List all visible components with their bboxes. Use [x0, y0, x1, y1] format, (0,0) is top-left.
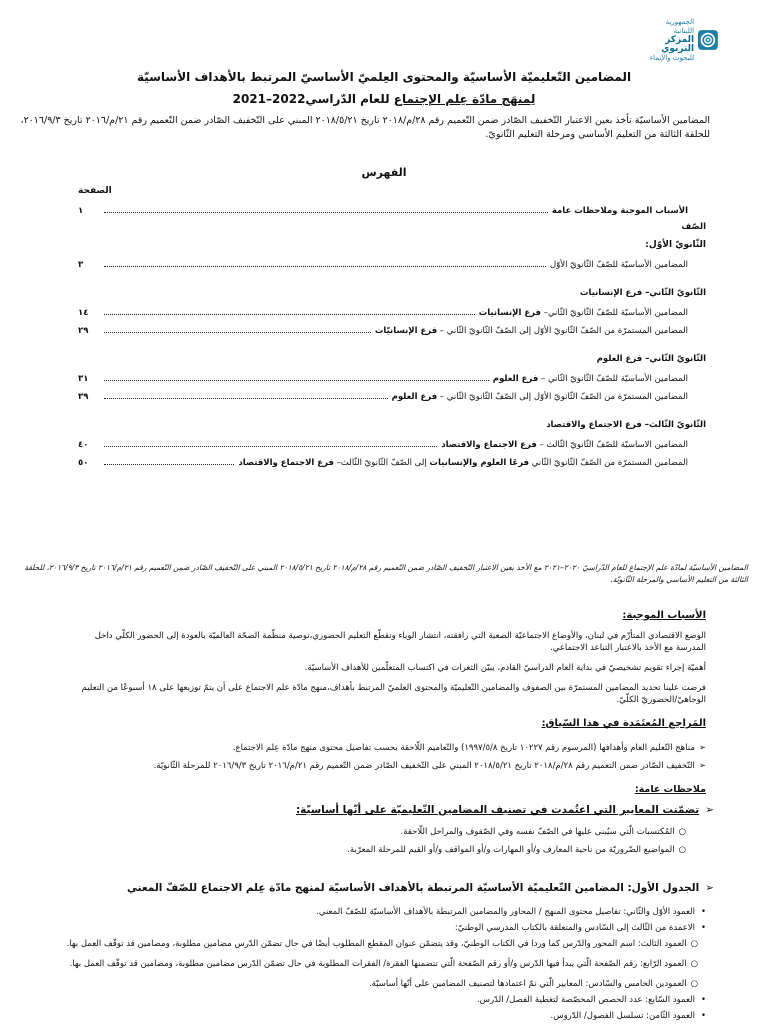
toc-section-head: الثّانويّ الأوّل:	[645, 240, 706, 250]
toc-row-label: إلى الصّفّ الثّانويّ الثّالث–	[333, 458, 430, 468]
subtitle-underlined: لِمنهَج مادّة عِلم الإجتماع	[393, 92, 536, 106]
column-note	[26, 922, 706, 934]
logo-line1: الجمهورية اللبنانية	[665, 17, 695, 35]
circle-bullet-icon: ○	[690, 939, 698, 949]
cerd-logo	[648, 18, 718, 62]
notes-heading: ملاحظات عامة:	[634, 784, 706, 795]
criteria-item	[66, 826, 686, 838]
reasons-paragraph-1: الوضع الاقتصادي المتأزّم في لبنان، والأوضاع الاجتماعيّة الصعبة التي رافقته، انتشار الوباء وتقطّع التعليم الحضوري،توصية منظّمة الصحّة العالميّة بالعودة إلى الحضور الكلّي داخل المدرسة مع الأخذ بالاعتبار التباعد الاجتماعي.	[94, 631, 706, 653]
column-note-text: الاعمدة من الثّالث إلى السّادس والمتعلقة بالكتاب المدرسي الوطنيّ:	[454, 923, 695, 933]
logo-line2: المركز التربوي	[661, 34, 695, 54]
circle-bullet-icon: ○	[690, 979, 698, 989]
arrow-bullet-icon: ➢	[705, 882, 714, 894]
toc-row-label: المضامين الاساسيّة للصّفّ الثّانويّ الثّالث –	[536, 440, 688, 450]
reasons-paragraph-3: فرضت علينا تحديد المضامين المستمرّة بين الصفوف والمضامين التّعليميّة والمحتوى العلميّ المرتبط بأهداف،منهج مادّة علم الاجتماع على أن يتمّ توزيعها على ١٨ أسبوعًا من التعليم الوجاهيّ/الحضوريّ الكلّيّ.	[81, 683, 706, 705]
toc-row-label: الأسباب الموجبة وملاحظات عامة	[551, 206, 688, 216]
column-subnote-text: العمود الثالث: اسم المحور والدّرس كما وردا في الكتاب الوطنيّ، وقد يتضمّن عنوان المقطع المطلوب أيضًا في حال تضمّن الدّرس مضامين مطلوبة، ومضامين قد توقّف العمل بها.	[66, 939, 687, 949]
toc-row-label-bold: فرع الاجتماع والاقتصاد	[441, 440, 537, 450]
toc-section-head: الثّانويّ الثّاني– فرع الإنسانيات	[579, 288, 706, 298]
toc-row-label: المضامين المستمرّة من الصّفّ الثّانويّ الأوّل إلى الصّفّ الثّانويّ الثّاني –	[437, 326, 688, 336]
reasons-paragraph-2: أهميّة إجراء تقويم تشخيصيّ في بداية العام الدراسيّ القادم، يبيّن الثغرات في اكتساب المتعلّمين للأهداف الأساسيّة.	[304, 663, 706, 673]
circle-bullet-icon: ○	[678, 827, 686, 837]
criteria-item	[66, 844, 686, 856]
subtitle-rest: للعام الدّراسي2022–2021	[232, 92, 394, 106]
column-subnote-text: العمودين الخامس والسّادس: المعايير الّتي تمّ اعتمادها لتصنيف المضامين على أنّها أساسيّة.	[368, 979, 687, 989]
column-subnote	[8, 958, 698, 970]
toc-row[interactable]	[78, 202, 688, 216]
table-one-heading-text: الجدول الأول: المضامين التّعليميّة الأساسيّة المرتبطة بالأهداف الأساسيّة لمنهج مادّة عِلم الاجتماع للصّفّ المعني	[126, 882, 700, 894]
toc-leader	[104, 314, 475, 315]
dot-bullet-icon: •	[700, 995, 706, 1005]
toc-row-label: المضامين الأساسيّة للصّفّ الثّانويّ الثّاني –	[538, 374, 688, 384]
logo-text	[648, 18, 694, 63]
reference-item	[46, 742, 706, 754]
page-title: المضامين التّعليميّة الأساسيّة والمحتوى العِلميّ الأساسيّ المرتبط بالأهداف الأساسيّة	[136, 70, 632, 84]
reference-text: التّخفيف الصّادر ضمن التعميم رقم ٢٨/م/٢٠١٨ تاريخ ٢٠١٨/٥/٢١ المبني على التّخفيف الصّادر ضمن التّعميم رقم ٢١/م/٢٠١٦ تاريخ ٢٠١٦/٩/٣ للمرحلة الثّانويّة.	[153, 761, 695, 771]
toc-row[interactable]	[78, 322, 688, 336]
arrow-bullet-icon: ➢	[698, 761, 706, 771]
toc-leader	[104, 212, 548, 213]
toc-row[interactable]	[78, 304, 688, 318]
logo-line3: للبحوث والإنماء	[649, 53, 695, 62]
column-note	[26, 994, 706, 1006]
toc-row-label-bold: فرع الإنسانيات	[478, 308, 541, 318]
toc-class-label: الصّف	[681, 222, 706, 232]
toc-row-label: المضامين الأساسيّة للصّفّ الثّانويّ الثّاني–	[541, 308, 688, 318]
column-subnote	[8, 938, 698, 950]
toc-row[interactable]	[78, 256, 688, 270]
toc-leader	[104, 266, 546, 267]
toc-row[interactable]	[78, 388, 688, 402]
criteria-heading	[34, 804, 714, 816]
toc-leader	[104, 380, 489, 381]
toc-row-page: ١٤	[78, 308, 89, 318]
toc-leader	[104, 398, 388, 399]
toc-row-page: ٣٩	[78, 392, 89, 402]
column-subnote-text: العمود الرّابع: رقم الصّفحة الّتي يبدأ فيها الدّرس و/أو رقم الصّفحة الّتي تتضمنها الفقرة/ الفقرات المطلوبة في حال تضمّن الدّرس مضامين مطلوبة، ومضامين قد توقّف العمل بها.	[69, 959, 687, 969]
toc-row-page: ٢٩	[78, 326, 89, 336]
toc-row[interactable]	[78, 436, 688, 450]
toc-leader	[104, 464, 234, 465]
criteria-text: المواضيع الضّروريّة من ناحية المعارف و/أو المهارات و/أو المواقف و/أو القيم للمرحلة المعرّبة.	[347, 845, 675, 855]
toc-row-label: المضامين المستمرّة من الصّفّ الثّانويّ الأوّل إلى الصّفّ الثّانويّ الثّاني –	[437, 392, 688, 402]
reference-item	[46, 760, 706, 772]
column-note	[26, 906, 706, 918]
page-subtitle	[0, 92, 768, 106]
toc-row-label-bold: فرعَا العلوم والإنسانيات	[429, 458, 530, 468]
criteria-text: المُكتسبات الّتي سيُبنى عليها في الصّفّ نفسه وفي الصّفوف والمراحل اللّاحقة.	[400, 827, 675, 837]
toc-row-label-bold: فرع العلوم	[492, 374, 539, 384]
toc-row-label: المضامين الأساسيّة للصّفّ الثّانويّ الأوّل	[550, 260, 688, 270]
circle-bullet-icon: ○	[690, 959, 698, 969]
references-heading: المَراجع المُعتَمَدة في هذا السّياق:	[541, 718, 706, 729]
toc-row-label-bold: فرع الإنسانيّات	[374, 326, 438, 336]
toc-leader	[104, 446, 437, 447]
circle-bullet-icon: ○	[678, 845, 686, 855]
italic-note: المضامين الأساسيّة لمادّة علم الإجتماع للعام الدّراسيّ ٢٠٢٠–٢٠٢١ مع الأخذ بعين الاعتبار التّخفيف الصّادر ضمن التّعميم رقم ٢٨/م/٢٠١٨ تاريخ ٢٠١٨/٥/٢١ المبني على التّخفيف الصّادر ضمن التّعميم رقم ٢١/م/٢٠١٦ تاريخ ٢٠١٦/٩/٣، للحلقة الثالثة من التعليم الأساسي والمرحلة الثّانويّة.	[24, 563, 748, 584]
reasons-heading: الأسباب الموجبة:	[622, 610, 706, 621]
toc-section-head: الثّانويّ الثّاني– فرع العلوم	[596, 354, 706, 364]
reference-text: مناهج التّعليم العام وأهدافها (المرسوم رقم ١٠٢٢٧ تاريخ ١٩٩٧/٥/٨) والتّعاميم اللّاحقة بحسب تفاصيل محتوى منهج مادّة عِلم الاجتماع.	[232, 743, 695, 753]
toc-title: الفهرس	[361, 166, 407, 179]
toc-row-label-bold: فرع العلوم	[391, 392, 438, 402]
criteria-heading-text: تضمّنت المعايير التي اعتُمدت في تصنيف المضامين التّعليميّة على أنّها أساسيّة:	[295, 804, 700, 816]
toc-row-page: ٤٠	[78, 440, 89, 450]
toc-leader	[104, 332, 371, 333]
toc-row-page: ٣	[78, 260, 84, 270]
toc-row-page: ١	[78, 206, 84, 216]
dot-bullet-icon: •	[700, 923, 706, 933]
toc-row[interactable]	[78, 454, 688, 468]
arrow-bullet-icon: ➢	[705, 804, 714, 816]
dot-bullet-icon: •	[700, 1011, 706, 1021]
intro-paragraph: المضامين الأساسيّة تأخذ بعين الاعتبار التّخفيف الصّادر ضمن التّعميم رقم ٢٨/م/٢٠١٨ تاريخ ٢٠١٨/٥/٢١ المبني على التّخفيف الصّادر ضمن التّعميم رقم ٢١/م/٢٠١٦ تاريخ ٢٠١٦/٩/٣، للحلقة الثالثة من التعليم الأساسي ومرحلة التعليم الثّانويّ.	[20, 115, 710, 140]
toc-page-column: الصفحة	[78, 186, 112, 196]
column-note	[26, 1010, 706, 1022]
toc-row-page: ٥٠	[78, 458, 89, 468]
table-one-heading	[34, 882, 714, 894]
column-note-text: العمود السّابع: عدد الحصص المخصّصة لتغطية الفصل/ الدّرس.	[476, 995, 695, 1005]
toc-row-label: المضامين المستمرّة من الصّفّ الثّانويّ الثّاني	[529, 458, 688, 468]
column-subnote	[8, 978, 698, 990]
toc-section-head: الثّانويّ الثّالث– فرع الاجتماع والاقتصاد	[546, 420, 706, 430]
arrow-bullet-icon: ➢	[698, 743, 706, 753]
dot-bullet-icon: •	[700, 907, 706, 917]
toc-row[interactable]	[78, 370, 688, 384]
column-note-text: العمود الأوّل والثّاني: تفاصيل محتوى المنهج / المحاور والمضامين المرتبطة بالأهداف الأساسيّة للصّفّ المعني.	[316, 907, 695, 917]
logo-swirl-icon	[698, 26, 718, 54]
toc-row-label-bold: فرع الاجتماع والاقتصاد	[238, 458, 334, 468]
toc-row-page: ٣١	[78, 374, 89, 384]
column-note-text: العمود الثّامن: تسلسل الفصول/ الدّروس.	[550, 1011, 695, 1021]
